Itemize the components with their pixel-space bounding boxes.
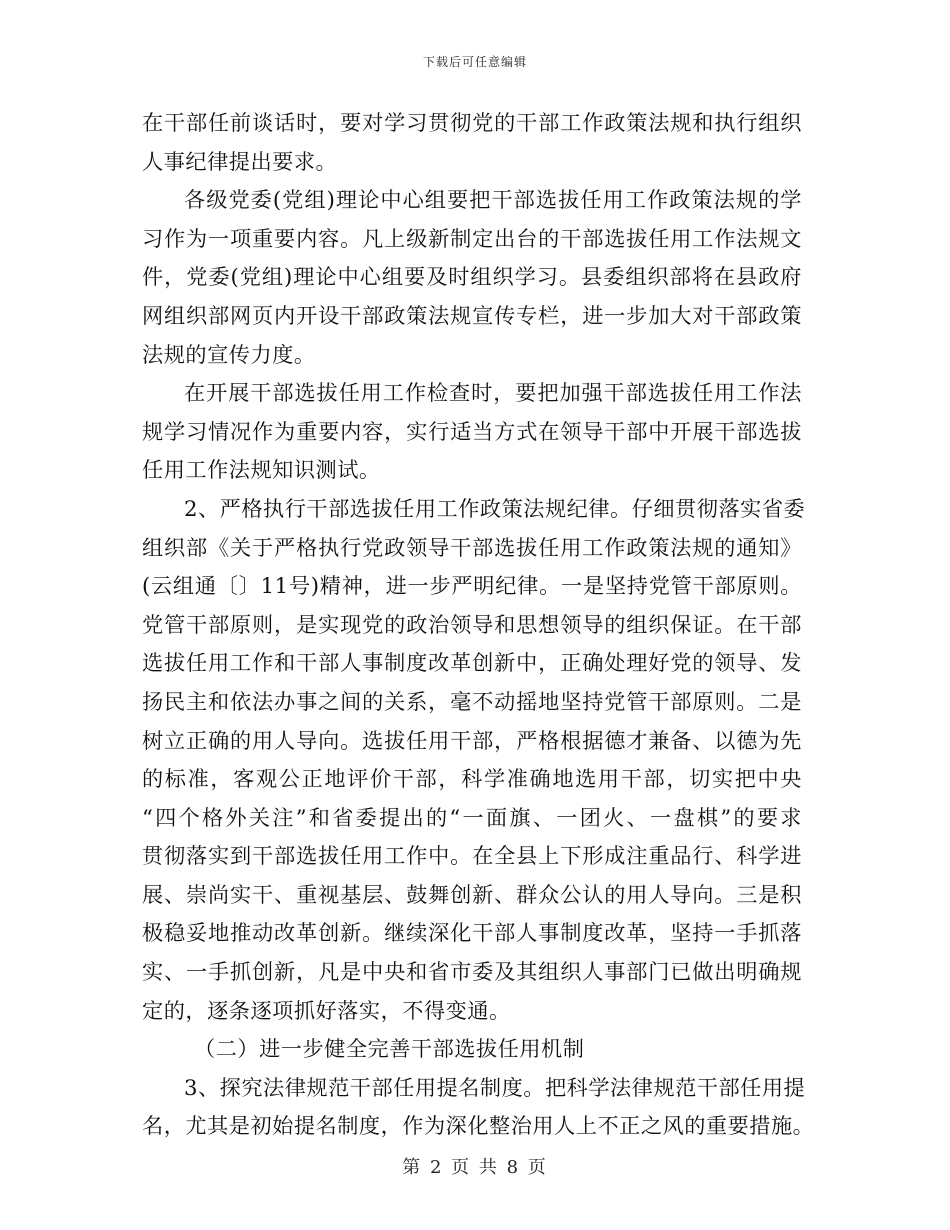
text-line: （二）进一步健全完善干部选拔任用机制	[194, 1036, 585, 1062]
text-line: 网组织部网页内开设干部政策法规宣传专栏，进一步加大对干部政策	[142, 302, 802, 328]
text-line: 2、严格执行干部选拔任用工作政策法规纪律。仔细贯彻落实省委	[184, 495, 806, 521]
text-line: “四个格外关注”和省委提出的“一面旗、一团火、一盘棋”的要求	[142, 804, 802, 830]
text-line: 名，尤其是初始提名制度，作为深化整治用人上不正之风的重要措施。	[142, 1113, 815, 1139]
text-line: 在开展干部选拔任用工作检查时，要把加强干部选拔任用工作法	[184, 380, 802, 406]
page-header: 下载后可任意编辑	[422, 55, 527, 69]
text-line: 扬民主和依法办事之间的关系，毫不动摇地坚持党管干部原则。二是	[142, 688, 802, 714]
text-line: 的标准，客观公正地评价干部，科学准确地选用干部，切实把中央	[142, 766, 802, 792]
text-line: 件，党委(党组)理论中心组要及时组织学习。县委组织部将在县政府	[142, 264, 802, 290]
text-line: (云组通〔〕11号)精神，进一步严明纪律。一是坚持党管干部原则。	[142, 573, 802, 599]
text-line: 展、崇尚实干、重视基层、鼓舞创新、群众公认的用人导向。三是积	[142, 881, 802, 907]
document-body	[142, 104, 815, 1146]
text-line: 选拔任用工作和干部人事制度改革创新中，正确处理好党的领导、发	[142, 650, 802, 676]
text-line: 任用工作法规知识测试。	[142, 457, 381, 483]
text-line: 组织部《关于严格执行党政领导干部选拔任用工作政策法规的通知》	[142, 534, 802, 560]
text-line: 法规的宣传力度。	[142, 341, 316, 367]
text-line: 定的，逐条逐项抓好落实，不得变通。	[142, 997, 511, 1023]
text-line: 在干部任前谈话时，要对学习贯彻党的干部工作政策法规和执行组织	[142, 110, 802, 135]
text-line: 贯彻落实到干部选拔任用工作中。在全县上下形成注重品行、科学进	[142, 843, 802, 869]
text-line: 实、一手抓创新，凡是中央和省市委及其组织人事部门已做出明确规	[142, 959, 802, 985]
text-line: 各级党委(党组)理论中心组要把干部选拔任用工作政策法规的学	[184, 187, 802, 213]
text-line: 3、探究法律规范干部任用提名制度。把科学法律规范干部任用提	[184, 1074, 806, 1100]
page-footer: 第 2 页 共 8 页	[402, 1157, 548, 1178]
text-line: 党管干部原则，是实现党的政治领导和思想领导的组织保证。在干部	[142, 611, 802, 637]
text-line: 人事纪律提出要求。	[142, 148, 338, 174]
text-line: 极稳妥地推动改革创新。继续深化干部人事制度改革，坚持一手抓落	[142, 920, 802, 946]
text-line: 规学习情况作为重要内容，实行适当方式在领导干部中开展干部选拔	[142, 418, 802, 444]
text-line: 树立正确的用人导向。选拔任用干部，严格根据德才兼备、以德为先	[142, 727, 802, 753]
text-line: 习作为一项重要内容。凡上级新制定出台的干部选拔任用工作法规文	[142, 225, 802, 251]
